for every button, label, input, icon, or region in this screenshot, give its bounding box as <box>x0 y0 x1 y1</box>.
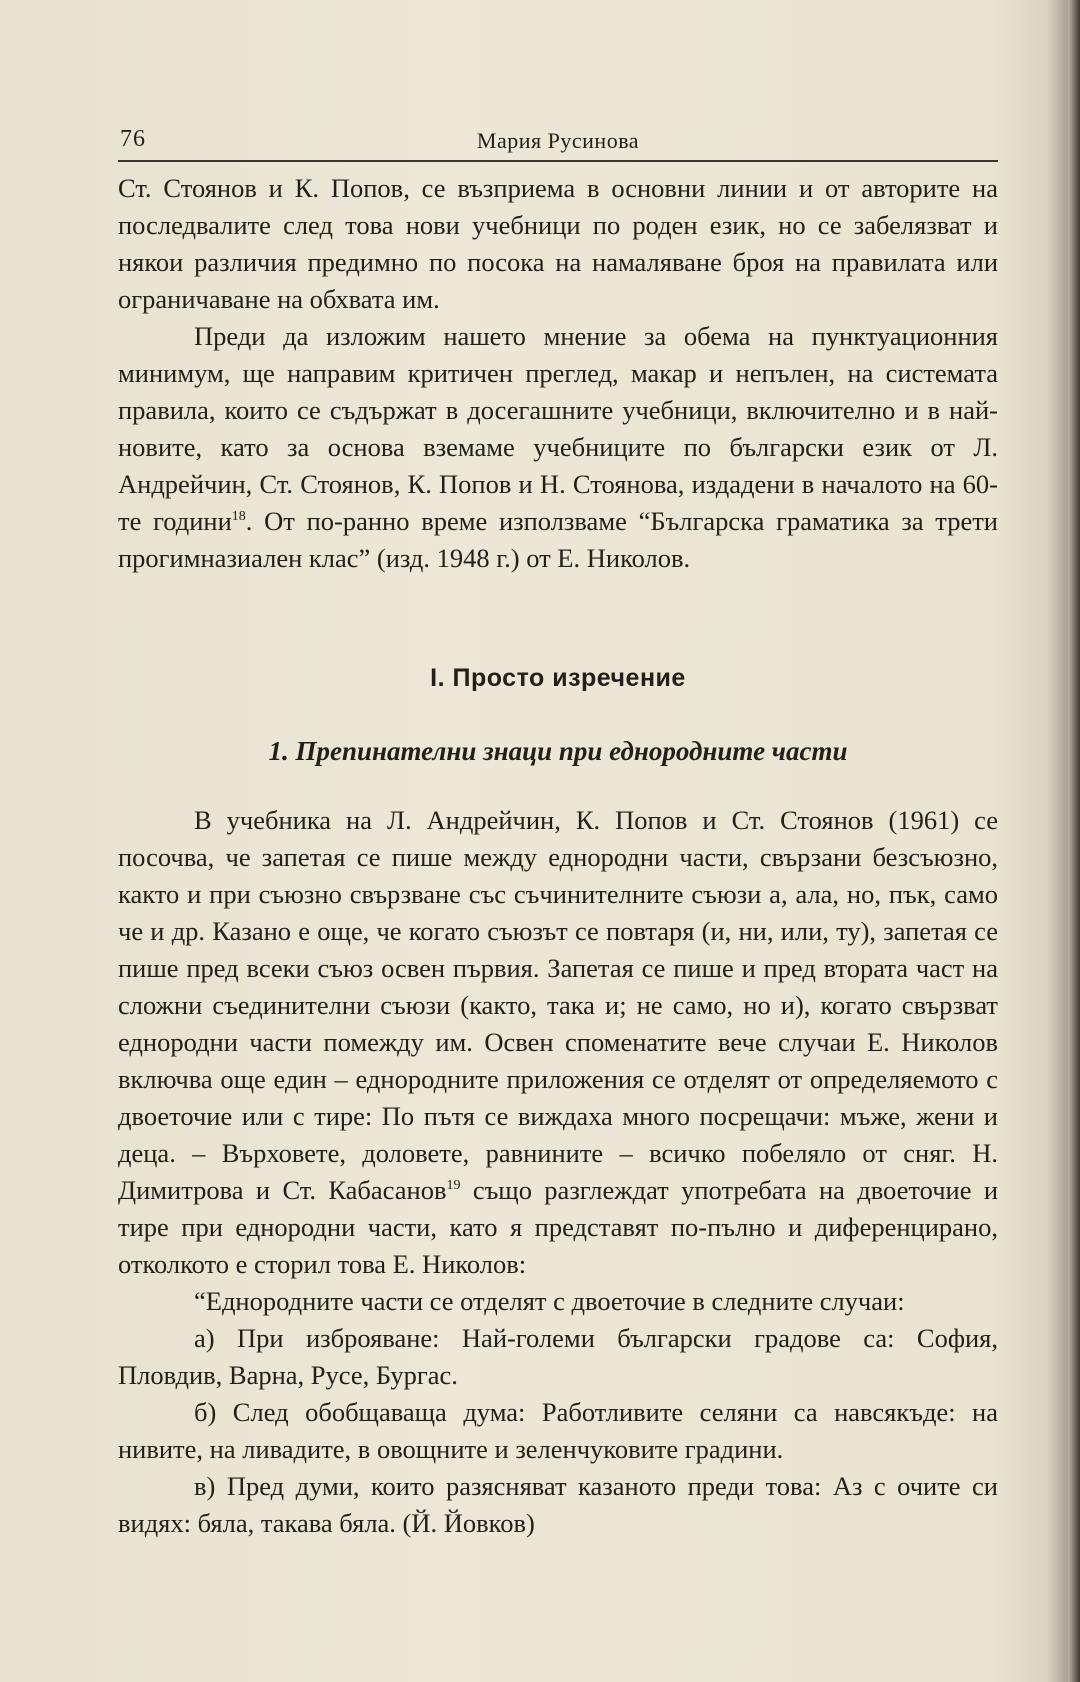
intro-paragraph-2 <box>118 318 998 577</box>
body-text <box>118 802 998 1542</box>
intro-paragraph-2-text-b: . От по-ранно време използваме “Българска граматика за трети прогимназиален клас” (изд. 1948 г.) от Е. Николов. <box>118 506 998 573</box>
body-paragraph-1-text-a: В учебника на Л. Андрейчин, К. Попов и Ст. Стоянов (1961) се посочва, че запетая се пише между еднородни части, свързани безсъюзно, както и при съюзно свързване със съчинителните съюзи а, ала, но, пък, само че и др. Казано е още, че когато съюзът се повтаря (и, ни, или, ту), запетая се пише пред всеки съюз освен първия. Запетая се пише и пред втората част на сложни съединителни съюзи (както, така и; не само, но и), когато свързват еднородни части помежду им. Освен споменатите вече случаи Е. Николов включва още един – еднородните приложения се отделят от определяемото с двоеточие или с тире: По пътя се виждаха много посрещачи: мъже, жени и деца. – Върховете, доловете, равнините – всичко побеляло от сняг. Н. Димитрова и Ст. Кабасанов <box>118 805 998 1205</box>
running-head-author: Мария Русинова <box>476 128 640 153</box>
quote-intro: “Еднородните части се отделят с двоеточие в следните случаи: <box>194 1286 905 1316</box>
footnote-marker-18: 18 <box>231 509 246 524</box>
list-item-b: б) След обобщаваща дума: Работливите селяни са навсякъде: на нивите, на ливадите, в овощните и зеленчуковите градини. <box>118 1397 998 1464</box>
page-edge <box>1068 0 1080 1682</box>
footnote-marker-19: 19 <box>446 1178 461 1193</box>
intro-paragraph-1: Ст. Стоянов и К. Попов, се възприема в основни линии и от авторите на последвалите след това нови учебници по роден език, но се забелязват и някои различия предимно по посока на намаляване броя на правилата или ограничаване на обхвата им. <box>118 173 998 314</box>
page-number: 76 <box>120 126 146 152</box>
intro-text <box>118 170 998 577</box>
list-item-a: а) При изброяване: Най-големи български градове са: София, Пловдив, Варна, Русе, Бургас. <box>118 1323 998 1390</box>
subsection-heading: 1. Препинателни знаци при еднородните части <box>268 736 848 766</box>
intro-paragraph-2-text-a: Преди да изложим нашето мнение за обема на пунктуационния минимум, ще направим критичен преглед, макар и непълен, на системата правила, които се съдържат в досегашните учебници, включително и в най-новите, като за основа вземаме учебниците по български език от Л. Андрейчин, Ст. Стоянов, К. Попов и Н. Стоянова, издадени в началото на 60-те години <box>118 321 998 536</box>
section-heading: I. Просто изречение <box>430 664 686 692</box>
body-paragraph-1-text-b: също разглеждат употребата на двоеточие и тире при еднородни части, като я представят по-пълно и диференцирано, отколкото е сторил това Е. Николов: <box>118 1175 998 1279</box>
list-item-c: в) Пред думи, които разясняват казаното преди това: Аз с очите си видях: бяла, такава бяла. (Й. Йовков) <box>118 1471 998 1538</box>
page-header <box>118 126 998 162</box>
body-paragraph-1 <box>118 802 998 1283</box>
